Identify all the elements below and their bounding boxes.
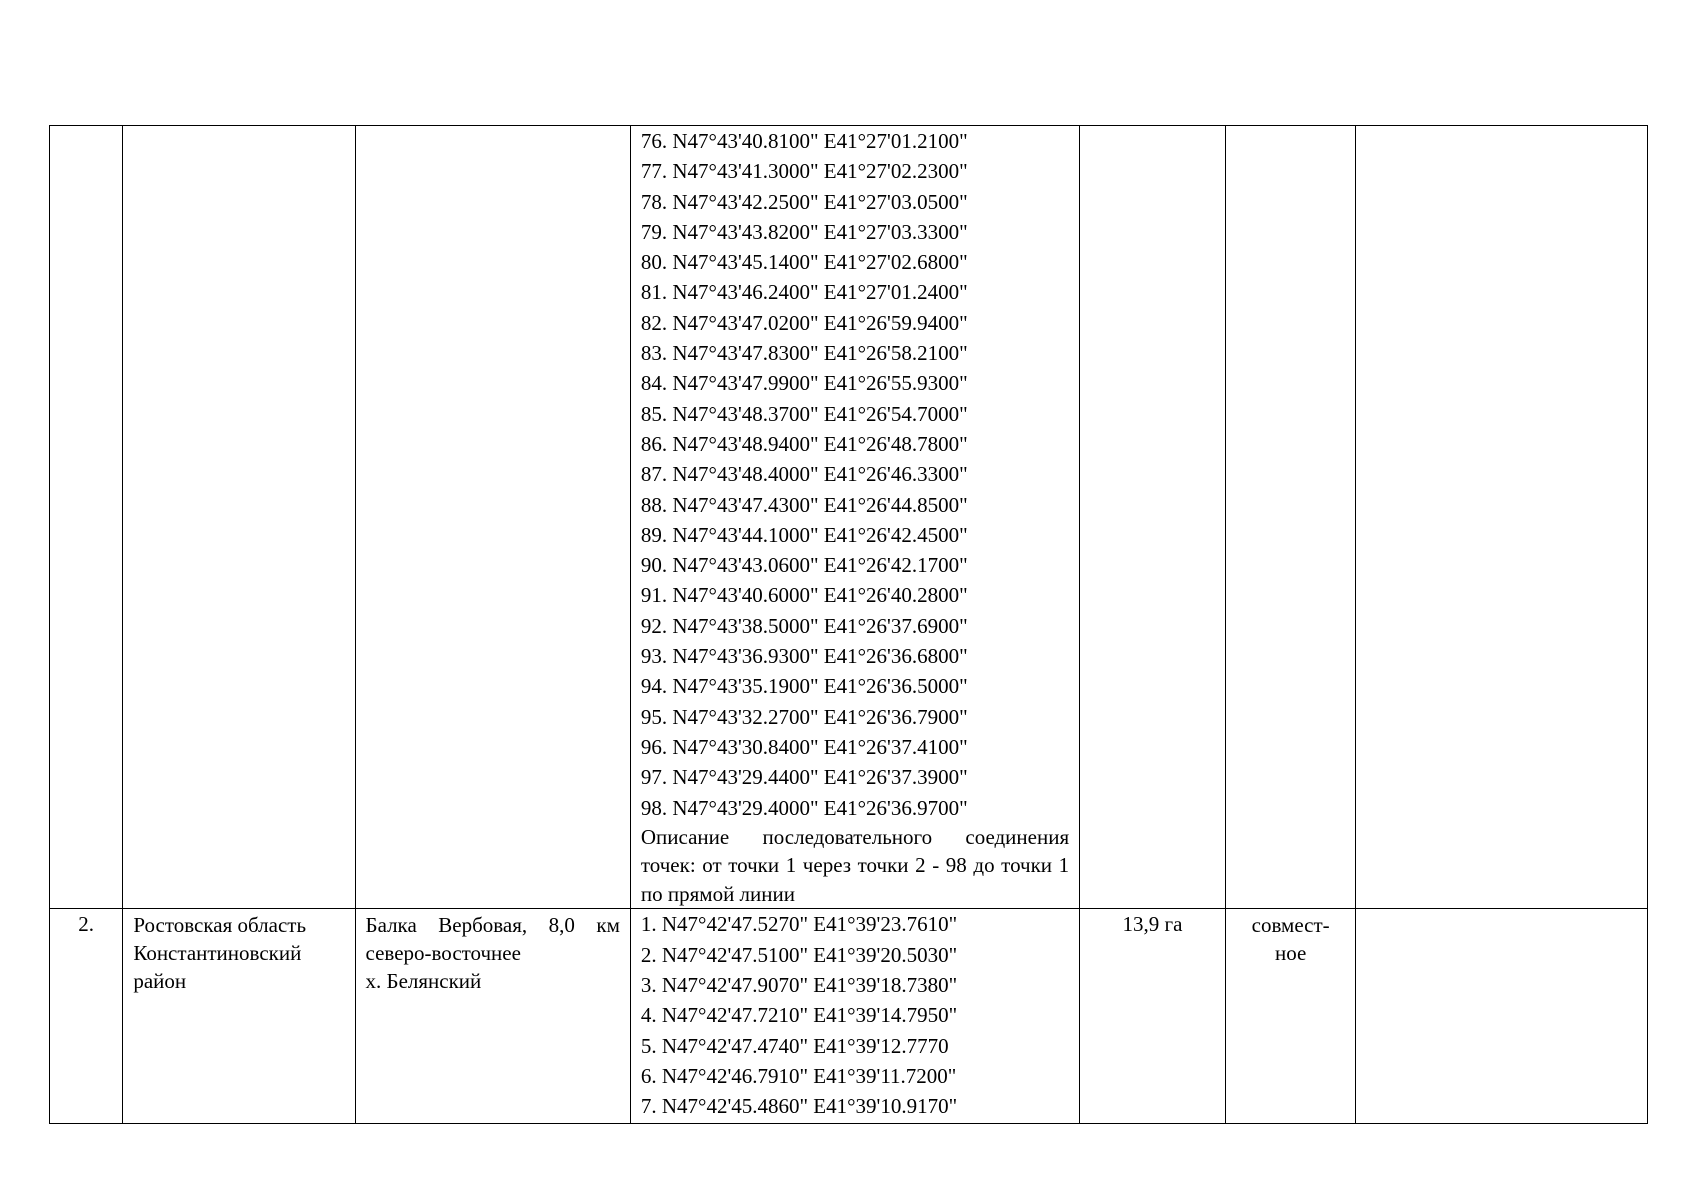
- place-cell: [355, 909, 630, 1124]
- coordinate-point: 97. N47°43'29.4400" E41°26'37.3900": [640, 765, 968, 790]
- table-row: [50, 126, 1648, 909]
- ownership-type-cell: [1225, 909, 1356, 1124]
- coordinate-point: 84. N47°43'47.9900" E41°26'55.9300": [640, 371, 968, 396]
- region-cell: [123, 126, 355, 909]
- coordinate-point: 88. N47°43'47.4300" E41°26'44.8500": [640, 492, 968, 517]
- coordinate-point: 2. N47°42'47.5100" E41°39'20.5030": [640, 942, 958, 967]
- coordinate-point: 4. N47°42'47.7210" E41°39'14.7950": [640, 1003, 958, 1028]
- region-line: район: [133, 969, 187, 994]
- coordinate-point: 5. N47°42'47.4740" E41°39'12.7770: [640, 1033, 949, 1058]
- place-line: Балка Вербовая, 8,0 км: [365, 913, 620, 938]
- row-number-cell: 2.: [50, 909, 123, 1124]
- note-cell: [1356, 909, 1648, 1124]
- row-number-cell: [50, 126, 123, 909]
- coordinate-point: 85. N47°43'48.3700" E41°26'54.7000": [640, 401, 968, 426]
- place-line: северо-восточнее: [365, 941, 521, 966]
- region-line: Ростовская область: [133, 913, 307, 938]
- coordinate-point: 90. N47°43'43.0600" E41°26'42.1700": [640, 553, 968, 578]
- coordinate-point: 1. N47°42'47.5270" E41°39'23.7610": [640, 912, 958, 937]
- coordinate-list: [641, 909, 1069, 1121]
- coordinates-cell: [630, 909, 1079, 1124]
- coordinate-point: 7. N47°42'45.4860" E41°39'10.9170": [640, 1094, 958, 1119]
- coordinate-point: 76. N47°43'40.8100" E41°27'01.2100": [640, 129, 968, 153]
- coordinate-point: 87. N47°43'48.4000" E41°26'46.3300": [640, 462, 968, 487]
- coordinate-point: 94. N47°43'35.1900" E41°26'36.5000": [640, 674, 968, 699]
- note-cell: [1356, 126, 1648, 909]
- coordinates-cell: [630, 126, 1079, 909]
- coordinate-point: 77. N47°43'41.3000" E41°27'02.2300": [640, 159, 968, 184]
- ownership-type-cell: [1225, 126, 1356, 909]
- coordinate-point: 98. N47°43'29.4000" E41°26'36.9700": [640, 795, 968, 820]
- area-cell: [1080, 126, 1226, 909]
- ownership-type-line: совмест-: [1251, 913, 1330, 938]
- coordinates-table: [49, 125, 1648, 1124]
- coordinate-point: 82. N47°43'47.0200" E41°26'59.9400": [640, 310, 968, 335]
- area-cell: 13,9 га: [1080, 909, 1226, 1124]
- coordinate-point: 3. N47°42'47.9070" E41°39'18.7380": [640, 972, 958, 997]
- coordinate-list: [641, 126, 1069, 823]
- connection-description: Описание последовательного соединения точек: от точки 1 через точки 2 - 98 до точки 1 по прямой линии: [640, 824, 1070, 906]
- coordinate-point: 80. N47°43'45.1400" E41°27'02.6800": [640, 250, 968, 275]
- coordinate-point: 91. N47°43'40.6000" E41°26'40.2800": [640, 583, 968, 608]
- coordinate-point: 93. N47°43'36.9300" E41°26'36.6800": [640, 644, 968, 669]
- coordinate-point: 95. N47°43'32.2700" E41°26'36.7900": [640, 704, 968, 729]
- place-cell: [355, 126, 630, 909]
- coordinate-point: 86. N47°43'48.9400" E41°26'48.7800": [640, 431, 968, 456]
- coordinate-point: 96. N47°43'30.8400" E41°26'37.4100": [640, 734, 968, 759]
- ownership-type-line: ное: [1275, 941, 1307, 966]
- region-line: Константиновский: [133, 941, 302, 966]
- coordinate-point: 6. N47°42'46.7910" E41°39'11.7200": [640, 1063, 957, 1088]
- table-row: [50, 909, 1648, 1124]
- coordinate-point: 92. N47°43'38.5000" E41°26'37.6900": [640, 613, 968, 638]
- region-cell: [123, 909, 355, 1124]
- coordinate-point: 83. N47°43'47.8300" E41°26'58.2100": [640, 341, 968, 366]
- coordinate-point: 78. N47°43'42.2500" E41°27'03.0500": [640, 189, 968, 214]
- coordinate-point: 79. N47°43'43.8200" E41°27'03.3300": [640, 219, 968, 244]
- place-line: х. Белянский: [365, 969, 482, 994]
- coordinate-point: 89. N47°43'44.1000" E41°26'42.4500": [640, 522, 968, 547]
- coordinate-point: 81. N47°43'46.2400" E41°27'01.2400": [640, 280, 968, 305]
